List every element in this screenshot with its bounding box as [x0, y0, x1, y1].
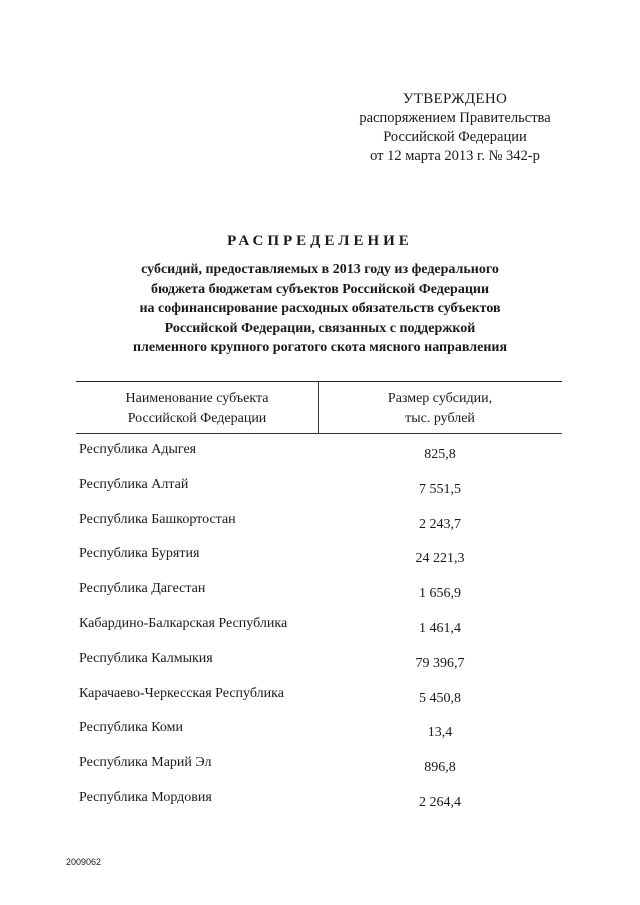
table-top-rule — [76, 381, 562, 382]
subtitle-line: бюджета бюджетам субъектов Российской Федерации — [150, 281, 490, 297]
table-row — [0, 788, 640, 823]
subsidy-amount: 7 551,5 — [419, 481, 461, 497]
subsidy-amount: 2 264,4 — [419, 794, 461, 810]
approval-line: распоряжением Правительства — [359, 110, 551, 126]
region-name: Республика Калмыкия — [79, 650, 213, 666]
subsidy-amount: 79 396,7 — [415, 655, 465, 671]
region-name: Республика Алтай — [79, 476, 189, 492]
table-row — [0, 544, 640, 579]
table-row — [0, 579, 640, 614]
subtitle-line: Российской Федерации, связанных с поддержкой — [164, 320, 476, 336]
subsidy-amount: 24 221,3 — [415, 551, 465, 567]
subtitle-line: субсидий, предоставляемых в 2013 году из федерального — [141, 262, 499, 277]
subsidy-amount: 2 243,7 — [419, 516, 461, 532]
table-row — [0, 649, 640, 684]
table-body — [0, 440, 640, 823]
table-row — [0, 510, 640, 545]
table-row — [0, 614, 640, 649]
subsidy-amount: 13,4 — [427, 725, 453, 741]
approval-stamp: УТВЕРЖДЕНО — [402, 91, 508, 107]
table-row — [0, 753, 640, 788]
document-title: РАСПРЕДЕЛЕНИЕ — [227, 233, 413, 249]
region-name: Республика Адыгея — [79, 442, 197, 457]
document-subtitle — [90, 260, 550, 358]
region-name: Республика Бурятия — [79, 546, 200, 562]
subsidy-amount: 825,8 — [424, 447, 456, 462]
subsidy-amount: 896,8 — [424, 760, 456, 776]
column-header-name-line: Российской Федерации — [127, 411, 267, 426]
table-row — [0, 475, 640, 510]
subsidy-amount: 1 461,4 — [419, 620, 461, 636]
region-name: Республика Дагестан — [79, 581, 206, 597]
column-header-amount-line: тыс. рублей — [405, 411, 475, 426]
subsidy-amount: 5 450,8 — [419, 690, 461, 706]
approval-line: Российской Федерации — [383, 129, 527, 145]
header-bottom-rule — [76, 433, 562, 434]
region-name: Республика Мордовия — [79, 789, 212, 805]
region-name: Республика Коми — [79, 720, 183, 736]
approval-block — [340, 90, 570, 166]
subtitle-line: на софинансирование расходных обязательств субъектов — [139, 301, 501, 316]
region-name: Республика Марий Эл — [79, 755, 212, 771]
region-name: Республика Башкортостан — [79, 511, 236, 527]
table-row — [0, 718, 640, 753]
column-header-amount — [318, 389, 562, 429]
table-row — [0, 440, 640, 475]
document-number: 2009062 — [66, 857, 102, 867]
column-header-amount-line: Размер субсидии, — [387, 391, 493, 406]
column-header-name — [76, 389, 318, 429]
region-name: Кабардино-Балкарская Республика — [79, 615, 288, 631]
approval-date: от 12 марта 2013 г. № 342-р — [370, 148, 540, 164]
column-header-name-line: Наименование субъекта — [125, 391, 269, 406]
subtitle-line: племенного крупного рогатого скота мясного направления — [132, 340, 508, 355]
subsidy-amount: 1 656,9 — [419, 586, 461, 602]
region-name: Карачаево-Черкесская Республика — [79, 685, 284, 701]
table-row — [0, 684, 640, 719]
